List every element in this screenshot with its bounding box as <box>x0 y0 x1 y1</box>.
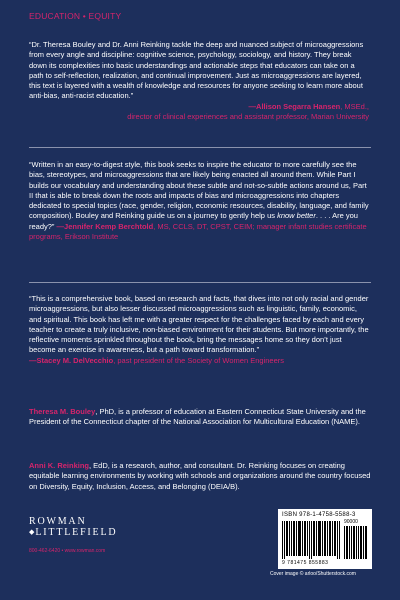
barcode-addon-bars <box>344 526 368 559</box>
barcode-bars <box>282 521 342 559</box>
endorsement-1-text: “Dr. Theresa Bouley and Dr. Anni Reinking tackle the deep and nuanced subject of microaggressions from every angle and discipline: cognitive science, psychology, sociology, and history. They break down its complexities into basic understandings and actionable steps that educators can take on a path to self-reflection, realization, and continual improvement. Just as microaggressions are layered, this text is layered with a wealth of knowledge and resources for anyone seeking to learn more about anti-bias, anti-racist education.” <box>29 40 364 101</box>
divider-1 <box>29 147 371 148</box>
barcode-digits: 9 781475 855883 <box>282 560 329 566</box>
cover-image-credit: Cover image © arloo/Shutterstock.com <box>270 571 356 577</box>
category-label: EDUCATION • EQUITY <box>29 11 122 21</box>
endorsement-2 <box>29 160 369 242</box>
endorsement-2-text: “Written in an easy-to-digest style, this book seeks to inspire the educator to more carefully see the bias, stereotypes, and microaggressions that are likely being enacted all around them. While Part I builds our vocabulary and understanding about these subtle and not-so-subtle actions around us, Part II that is able to break down the roots and impacts of bias and microaggressions into chapters dedicated to special topics (race, gender, religion, economic resources, disability, language, and family composition). Bouley and Reinking guide us on a journey to gently help us know better. . . . Are you ready?” —Jennifer Kemp Berchtold, MS, CCLS, DT, CPST, CEIM; manager infant studies certificate programs, Erikson Institute <box>29 160 369 242</box>
publisher-logo: ROWMAN ◆LITTLEFIELD <box>29 516 118 538</box>
author-bio-bouley: Theresa M. Bouley, PhD, is a professor of education at Eastern Connecticut State University and the President of the Connecticut chapter of the National Association for Multicultural Education (NAME). <box>29 407 366 427</box>
endorsement-2-author: —Jennifer Kemp Berchtold <box>56 221 154 231</box>
author-bio-reinking: Anni K. Reinking, EdD, is a research, author, and consultant. Dr. Reinking focuses on creating equitable learning environments by working with schools and organizations around the country focused on Diversity, Equity, Inclusion, Access, and Belonging (DEIA/B). <box>29 461 371 491</box>
endorsement-1 <box>29 40 369 122</box>
endorsement-3-author: —Stacey M. DelVecchio <box>29 355 114 365</box>
isbn-label: ISBN 978-1-4758-5588-3 <box>282 512 356 518</box>
divider-2 <box>29 282 371 283</box>
endorsement-1-author: —Allison Segarra Hansen <box>248 101 341 111</box>
endorsement-3-title: , past president of the Society of Women Engineers <box>113 355 284 365</box>
endorsement-2-title: , MS, CCLS, DT, CPST, CEIM; manager infant studies certificate programs, Erikson Institute <box>29 221 367 242</box>
endorsement-3 <box>29 294 369 366</box>
publisher-contact: 800-462-6420 • www.rowman.com <box>29 548 106 554</box>
endorsement-1-title: director of clinical experiences and assistant professor, Marian University <box>127 112 369 122</box>
endorsement-1-attribution: —Allison Segarra Hansen, MSEd., director of clinical experiences and assistant professor, Marian University <box>127 101 369 122</box>
endorsement-3-text: “This is a comprehensive book, based on research and facts, that dives into not only racial and gender microaggressions, but also lesser discussed microaggressions such as linguistic, family, economic, and spiritual. This book has left me with a greater respect for the challenges faced by each and every teacher to create a truly inclusive, non-biased environment for their students. But more importantly, the reflective moments sprinkled throughout the book, bring the messages home so they don’t just become an exercise in awareness, but a path toward transformation.” <box>29 294 369 355</box>
barcode <box>278 509 372 569</box>
endorsement-3-attribution <box>29 356 369 366</box>
barcode-addon-number: 90000 <box>344 519 358 525</box>
